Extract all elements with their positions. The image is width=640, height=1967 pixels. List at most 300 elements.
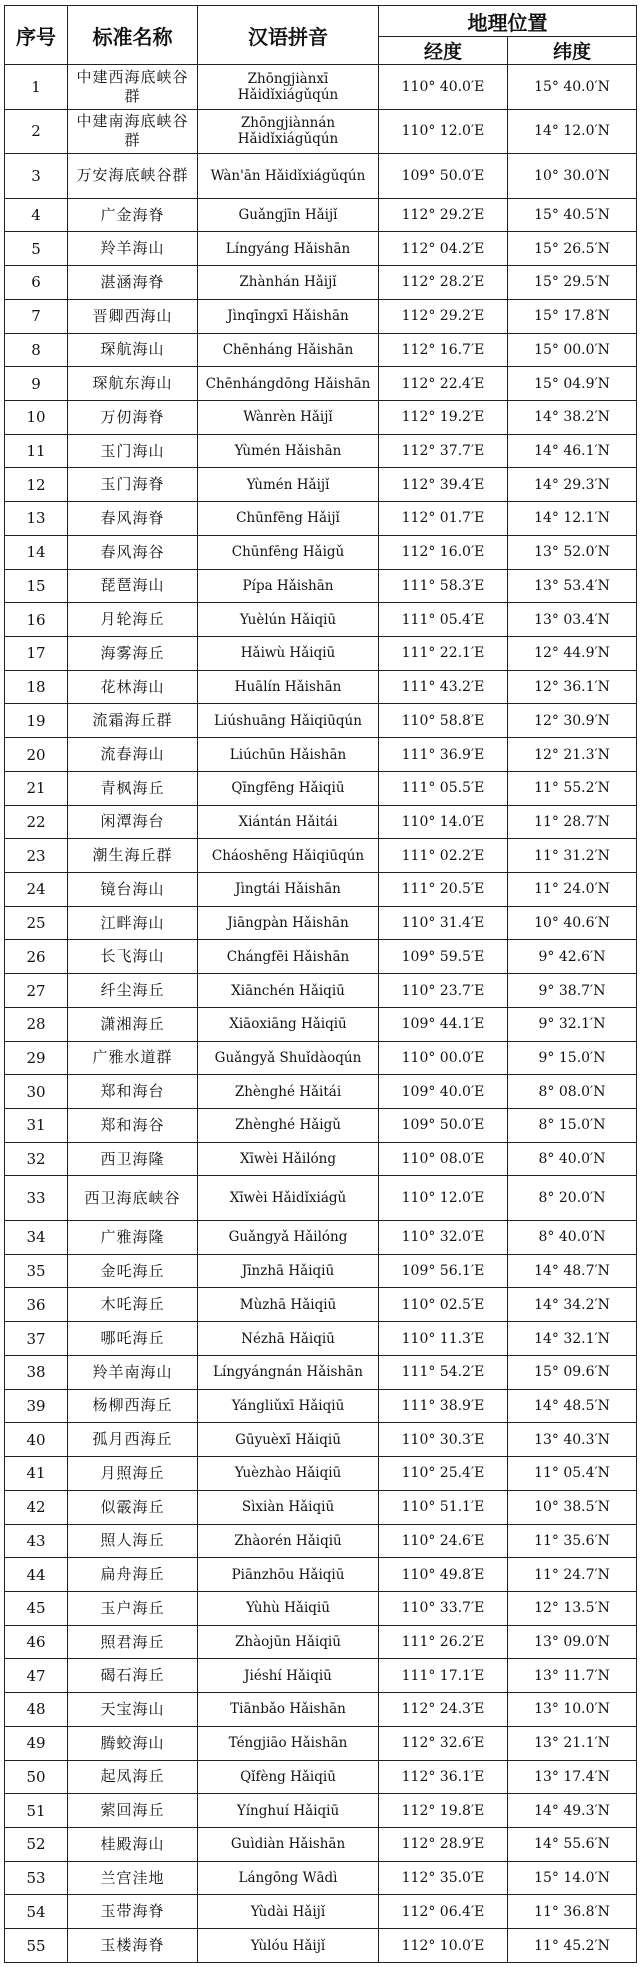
row-latitude: 13° 53.4′N	[508, 569, 637, 603]
row-index: 50	[5, 1760, 68, 1794]
header-longitude: 经度	[379, 37, 508, 65]
row-pinyin: Liúshuāng Hǎiqiūqún	[198, 704, 379, 738]
row-pinyin: Zhènghé Hǎitái	[198, 1075, 379, 1109]
row-longitude: 112° 04.2′E	[379, 232, 508, 266]
row-longitude: 109° 40.0′E	[379, 1075, 508, 1109]
row-standard-name: 羚羊海山	[68, 232, 198, 266]
row-pinyin: Língyáng Hǎishān	[198, 232, 379, 266]
row-longitude: 112° 24.3′E	[379, 1693, 508, 1727]
row-pinyin: Hǎiwù Hǎiqiū	[198, 636, 379, 670]
row-pinyin: Yuèlún Hǎiqiū	[198, 603, 379, 637]
row-latitude: 11° 31.2′N	[508, 839, 637, 873]
row-standard-name: 木吒海丘	[68, 1288, 198, 1322]
row-standard-name: 中建西海底峡谷群	[68, 65, 198, 110]
row-standard-name: 扁舟海丘	[68, 1558, 198, 1592]
row-index: 37	[5, 1322, 68, 1356]
row-standard-name: 镜台海山	[68, 873, 198, 907]
row-index: 16	[5, 603, 68, 637]
row-latitude: 13° 11.7′N	[508, 1659, 637, 1693]
row-latitude: 15° 40.5′N	[508, 198, 637, 232]
table-body	[5, 65, 637, 1963]
row-index: 35	[5, 1254, 68, 1288]
row-latitude: 8° 40.0′N	[508, 1221, 637, 1255]
row-pinyin: Cháoshēng Hǎiqiūqún	[198, 839, 379, 873]
table-row	[5, 1591, 637, 1625]
row-longitude: 110° 40.0′E	[379, 65, 508, 110]
table-row	[5, 400, 637, 434]
row-pinyin: Jìnqīngxī Hǎishān	[198, 299, 379, 333]
table-row	[5, 1075, 637, 1109]
row-standard-name: 月轮海丘	[68, 603, 198, 637]
table-row	[5, 1288, 637, 1322]
row-pinyin: Zhènghé Hǎigǔ	[198, 1109, 379, 1143]
row-latitude: 14° 48.7′N	[508, 1254, 637, 1288]
row-standard-name: 天宝海山	[68, 1693, 198, 1727]
row-standard-name: 萦回海丘	[68, 1794, 198, 1828]
row-latitude: 10° 40.6′N	[508, 906, 637, 940]
header-pinyin: 汉语拼音	[198, 6, 379, 65]
row-pinyin: Guǎngyǎ Shuǐdàoqún	[198, 1041, 379, 1075]
table-row	[5, 1221, 637, 1255]
row-latitude: 11° 24.7′N	[508, 1558, 637, 1592]
row-standard-name: 琛航海山	[68, 333, 198, 367]
row-standard-name: 海雾海丘	[68, 636, 198, 670]
row-latitude: 8° 20.0′N	[508, 1176, 637, 1221]
row-pinyin: Chángfēi Hǎishān	[198, 940, 379, 974]
row-longitude: 110° 11.3′E	[379, 1322, 508, 1356]
row-standard-name: 照君海丘	[68, 1625, 198, 1659]
row-longitude: 110° 12.0′E	[379, 109, 508, 154]
row-pinyin: Wànrèn Hǎijǐ	[198, 400, 379, 434]
table-row	[5, 738, 637, 772]
table-row	[5, 1142, 637, 1176]
row-pinyin: Lángōng Wādì	[198, 1861, 379, 1895]
row-pinyin: Pípa Hǎishān	[198, 569, 379, 603]
row-index: 2	[5, 109, 68, 154]
row-index: 6	[5, 266, 68, 300]
row-pinyin: Huālín Hǎishān	[198, 670, 379, 704]
header-geo-location: 地理位置	[379, 6, 637, 37]
row-index: 54	[5, 1895, 68, 1929]
table-row	[5, 1007, 637, 1041]
table-row	[5, 535, 637, 569]
row-standard-name: 春风海谷	[68, 535, 198, 569]
row-longitude: 111° 38.9′E	[379, 1389, 508, 1423]
table-row	[5, 1041, 637, 1075]
table-row	[5, 1895, 637, 1929]
row-index: 33	[5, 1176, 68, 1221]
row-pinyin: Chēnhángdōng Hǎishān	[198, 367, 379, 401]
row-longitude: 109° 50.0′E	[379, 154, 508, 199]
row-index: 52	[5, 1827, 68, 1861]
row-latitude: 12° 13.5′N	[508, 1591, 637, 1625]
table-row	[5, 873, 637, 907]
row-latitude: 13° 17.4′N	[508, 1760, 637, 1794]
row-latitude: 10° 38.5′N	[508, 1490, 637, 1524]
row-pinyin: Chūnfēng Hǎijǐ	[198, 502, 379, 536]
row-index: 48	[5, 1693, 68, 1727]
table-row	[5, 1254, 637, 1288]
row-pinyin: Sìxiàn Hǎiqiū	[198, 1490, 379, 1524]
row-longitude: 110° 31.4′E	[379, 906, 508, 940]
row-standard-name: 西卫海隆	[68, 1142, 198, 1176]
table-row	[5, 1794, 637, 1828]
row-index: 40	[5, 1423, 68, 1457]
row-longitude: 112° 19.2′E	[379, 400, 508, 434]
row-longitude: 111° 05.4′E	[379, 603, 508, 637]
row-latitude: 15° 09.6′N	[508, 1355, 637, 1389]
table-row	[5, 1524, 637, 1558]
row-index: 42	[5, 1490, 68, 1524]
row-latitude: 14° 49.3′N	[508, 1794, 637, 1828]
table-row	[5, 1558, 637, 1592]
row-longitude: 111° 17.1′E	[379, 1659, 508, 1693]
row-latitude: 13° 40.3′N	[508, 1423, 637, 1457]
table-row	[5, 109, 637, 154]
row-longitude: 110° 24.6′E	[379, 1524, 508, 1558]
row-standard-name: 广金海脊	[68, 198, 198, 232]
table-row	[5, 65, 637, 110]
row-standard-name: 碣石海丘	[68, 1659, 198, 1693]
row-pinyin: Zhàorén Hǎiqiū	[198, 1524, 379, 1558]
row-longitude: 112° 32.6′E	[379, 1726, 508, 1760]
row-longitude: 112° 16.0′E	[379, 535, 508, 569]
row-index: 15	[5, 569, 68, 603]
row-longitude: 110° 23.7′E	[379, 974, 508, 1008]
row-latitude: 13° 10.0′N	[508, 1693, 637, 1727]
row-longitude: 110° 02.5′E	[379, 1288, 508, 1322]
row-latitude: 14° 55.6′N	[508, 1827, 637, 1861]
row-index: 12	[5, 468, 68, 502]
row-standard-name: 西卫海底峡谷	[68, 1176, 198, 1221]
row-longitude: 112° 37.7′E	[379, 434, 508, 468]
row-pinyin: Mùzhā Hǎiqiū	[198, 1288, 379, 1322]
table-row	[5, 1176, 637, 1221]
row-latitude: 14° 48.5′N	[508, 1389, 637, 1423]
table-row	[5, 502, 637, 536]
row-standard-name: 万仞海脊	[68, 400, 198, 434]
row-pinyin: Qīngfēng Hǎiqiū	[198, 771, 379, 805]
row-index: 30	[5, 1075, 68, 1109]
row-pinyin: Xīwèi Hǎilóng	[198, 1142, 379, 1176]
row-longitude: 112° 01.7′E	[379, 502, 508, 536]
row-pinyin: Guìdiàn Hǎishān	[198, 1827, 379, 1861]
row-latitude: 15° 29.5′N	[508, 266, 637, 300]
row-standard-name: 晋卿西海山	[68, 299, 198, 333]
row-pinyin: Yùhù Hǎiqiū	[198, 1591, 379, 1625]
row-index: 47	[5, 1659, 68, 1693]
table-row	[5, 1109, 637, 1143]
row-standard-name: 广雅海隆	[68, 1221, 198, 1255]
table-row	[5, 1457, 637, 1491]
row-longitude: 109° 59.5′E	[379, 940, 508, 974]
row-index: 38	[5, 1355, 68, 1389]
row-index: 45	[5, 1591, 68, 1625]
row-pinyin: Xiántán Hǎitái	[198, 805, 379, 839]
row-latitude: 14° 32.1′N	[508, 1322, 637, 1356]
row-standard-name: 玉门海脊	[68, 468, 198, 502]
row-index: 9	[5, 367, 68, 401]
row-standard-name: 长飞海山	[68, 940, 198, 974]
row-index: 14	[5, 535, 68, 569]
table-row	[5, 1726, 637, 1760]
row-pinyin: Piānzhōu Hǎiqiū	[198, 1558, 379, 1592]
row-standard-name: 玉门海山	[68, 434, 198, 468]
table-row	[5, 333, 637, 367]
row-longitude: 111° 22.1′E	[379, 636, 508, 670]
row-index: 24	[5, 873, 68, 907]
table-row	[5, 266, 637, 300]
row-longitude: 112° 10.0′E	[379, 1929, 508, 1963]
row-index: 44	[5, 1558, 68, 1592]
row-pinyin: Qǐfèng Hǎiqiū	[198, 1760, 379, 1794]
row-latitude: 14° 12.0′N	[508, 109, 637, 154]
row-latitude: 11° 55.2′N	[508, 771, 637, 805]
row-longitude: 112° 28.2′E	[379, 266, 508, 300]
table-header	[5, 6, 637, 65]
table-row	[5, 1827, 637, 1861]
row-longitude: 111° 20.5′E	[379, 873, 508, 907]
row-index: 49	[5, 1726, 68, 1760]
row-longitude: 110° 30.3′E	[379, 1423, 508, 1457]
row-latitude: 11° 24.0′N	[508, 873, 637, 907]
row-standard-name: 湛涵海脊	[68, 266, 198, 300]
row-standard-name: 杨柳西海丘	[68, 1389, 198, 1423]
row-standard-name: 中建南海底峡谷群	[68, 109, 198, 154]
row-pinyin: Tiānbǎo Hǎishān	[198, 1693, 379, 1727]
row-index: 32	[5, 1142, 68, 1176]
table-row	[5, 1389, 637, 1423]
row-pinyin: Zhàojūn Hǎiqiū	[198, 1625, 379, 1659]
row-index: 41	[5, 1457, 68, 1491]
row-latitude: 8° 15.0′N	[508, 1109, 637, 1143]
row-pinyin: Guǎngyǎ Hǎilóng	[198, 1221, 379, 1255]
table-row	[5, 603, 637, 637]
row-latitude: 14° 34.2′N	[508, 1288, 637, 1322]
row-standard-name: 照人海丘	[68, 1524, 198, 1558]
row-pinyin: Yùmén Hǎijǐ	[198, 468, 379, 502]
row-latitude: 11° 28.7′N	[508, 805, 637, 839]
row-index: 13	[5, 502, 68, 536]
table-row	[5, 299, 637, 333]
row-longitude: 112° 16.7′E	[379, 333, 508, 367]
header-row-top	[5, 6, 637, 37]
row-pinyin: Téngjiāo Hǎishān	[198, 1726, 379, 1760]
row-pinyin: Jiāngpàn Hǎishān	[198, 906, 379, 940]
table-row	[5, 1423, 637, 1457]
row-longitude: 111° 58.3′E	[379, 569, 508, 603]
row-pinyin: Nézhā Hǎiqiū	[198, 1322, 379, 1356]
row-longitude: 109° 44.1′E	[379, 1007, 508, 1041]
row-longitude: 111° 36.9′E	[379, 738, 508, 772]
row-standard-name: 金吒海丘	[68, 1254, 198, 1288]
row-index: 34	[5, 1221, 68, 1255]
row-longitude: 111° 26.2′E	[379, 1625, 508, 1659]
row-latitude: 8° 40.0′N	[508, 1142, 637, 1176]
row-index: 53	[5, 1861, 68, 1895]
row-longitude: 110° 00.0′E	[379, 1041, 508, 1075]
table-row	[5, 569, 637, 603]
row-latitude: 11° 35.6′N	[508, 1524, 637, 1558]
row-pinyin: Yùdài Hǎijǐ	[198, 1895, 379, 1929]
row-index: 1	[5, 65, 68, 110]
row-longitude: 111° 02.2′E	[379, 839, 508, 873]
row-pinyin: Zhànhán Hǎijǐ	[198, 266, 379, 300]
row-longitude: 112° 19.8′E	[379, 1794, 508, 1828]
table-row	[5, 367, 637, 401]
table-row	[5, 1760, 637, 1794]
row-latitude: 13° 52.0′N	[508, 535, 637, 569]
row-standard-name: 流霜海丘群	[68, 704, 198, 738]
row-longitude: 109° 50.0′E	[379, 1109, 508, 1143]
row-standard-name: 兰宫洼地	[68, 1861, 198, 1895]
row-standard-name: 桂殿海山	[68, 1827, 198, 1861]
row-standard-name: 潇湘海丘	[68, 1007, 198, 1041]
row-standard-name: 起凤海丘	[68, 1760, 198, 1794]
table-row	[5, 468, 637, 502]
table-row	[5, 154, 637, 199]
row-longitude: 110° 14.0′E	[379, 805, 508, 839]
table-row	[5, 636, 637, 670]
row-standard-name: 广雅水道群	[68, 1041, 198, 1075]
row-latitude: 13° 21.1′N	[508, 1726, 637, 1760]
row-pinyin: Gūyuèxī Hǎiqiū	[198, 1423, 379, 1457]
row-pinyin: Wàn'ān Hǎidǐxiágǔqún	[198, 154, 379, 199]
row-standard-name: 郑和海台	[68, 1075, 198, 1109]
row-standard-name: 羚羊南海山	[68, 1355, 198, 1389]
row-standard-name: 潮生海丘群	[68, 839, 198, 873]
row-latitude: 8° 08.0′N	[508, 1075, 637, 1109]
row-standard-name: 月照海丘	[68, 1457, 198, 1491]
row-index: 17	[5, 636, 68, 670]
header-standard-name: 标准名称	[68, 6, 198, 65]
row-latitude: 11° 45.2′N	[508, 1929, 637, 1963]
row-latitude: 13° 03.4′N	[508, 603, 637, 637]
row-longitude: 111° 54.2′E	[379, 1355, 508, 1389]
row-latitude: 12° 30.9′N	[508, 704, 637, 738]
row-longitude: 112° 39.4′E	[379, 468, 508, 502]
row-standard-name: 万安海底峡谷群	[68, 154, 198, 199]
row-pinyin: Chūnfēng Hǎigǔ	[198, 535, 379, 569]
row-longitude: 110° 33.7′E	[379, 1591, 508, 1625]
header-index: 序号	[5, 6, 68, 65]
row-longitude: 110° 51.1′E	[379, 1490, 508, 1524]
table-row	[5, 1625, 637, 1659]
row-index: 21	[5, 771, 68, 805]
row-longitude: 112° 35.0′E	[379, 1861, 508, 1895]
row-longitude: 110° 49.8′E	[379, 1558, 508, 1592]
row-pinyin: Yuèzhào Hǎiqiū	[198, 1457, 379, 1491]
row-pinyin: Yínghuí Hǎiqiū	[198, 1794, 379, 1828]
table-row	[5, 704, 637, 738]
row-latitude: 9° 32.1′N	[508, 1007, 637, 1041]
row-latitude: 9° 42.6′N	[508, 940, 637, 974]
row-latitude: 14° 38.2′N	[508, 400, 637, 434]
row-standard-name: 哪吒海丘	[68, 1322, 198, 1356]
table-row	[5, 434, 637, 468]
row-latitude: 12° 36.1′N	[508, 670, 637, 704]
row-standard-name: 玉户海丘	[68, 1591, 198, 1625]
row-standard-name: 流春海山	[68, 738, 198, 772]
row-latitude: 15° 26.5′N	[508, 232, 637, 266]
row-latitude: 14° 46.1′N	[508, 434, 637, 468]
table-row	[5, 1693, 637, 1727]
row-index: 25	[5, 906, 68, 940]
row-pinyin: Zhōngjiànxī Hǎidǐxiágǔqún	[198, 65, 379, 110]
row-index: 31	[5, 1109, 68, 1143]
table-row	[5, 670, 637, 704]
row-standard-name: 花林海山	[68, 670, 198, 704]
table-row	[5, 1659, 637, 1693]
row-index: 26	[5, 940, 68, 974]
row-index: 8	[5, 333, 68, 367]
row-pinyin: Yùlóu Hǎijǐ	[198, 1929, 379, 1963]
row-latitude: 14° 12.1′N	[508, 502, 637, 536]
table-row	[5, 906, 637, 940]
row-standard-name: 琛航东海山	[68, 367, 198, 401]
row-index: 55	[5, 1929, 68, 1963]
row-standard-name: 玉楼海脊	[68, 1929, 198, 1963]
row-pinyin: Yángliǔxī Hǎiqiū	[198, 1389, 379, 1423]
row-latitude: 15° 14.0′N	[508, 1861, 637, 1895]
row-index: 51	[5, 1794, 68, 1828]
row-index: 4	[5, 198, 68, 232]
row-pinyin: Zhōngjiànnán Hǎidǐxiágǔqún	[198, 109, 379, 154]
row-standard-name: 郑和海谷	[68, 1109, 198, 1143]
row-longitude: 109° 56.1′E	[379, 1254, 508, 1288]
row-index: 27	[5, 974, 68, 1008]
table-row	[5, 1861, 637, 1895]
row-latitude: 12° 44.9′N	[508, 636, 637, 670]
row-index: 5	[5, 232, 68, 266]
row-standard-name: 闲潭海台	[68, 805, 198, 839]
row-standard-name: 纤尘海丘	[68, 974, 198, 1008]
table-row	[5, 771, 637, 805]
row-longitude: 112° 22.4′E	[379, 367, 508, 401]
row-pinyin: Chēnháng Hǎishān	[198, 333, 379, 367]
row-index: 18	[5, 670, 68, 704]
table-row	[5, 198, 637, 232]
row-pinyin: Jiéshí Hǎiqiū	[198, 1659, 379, 1693]
row-pinyin: Xiānchén Hǎiqiū	[198, 974, 379, 1008]
row-longitude: 112° 36.1′E	[379, 1760, 508, 1794]
row-index: 43	[5, 1524, 68, 1558]
row-longitude: 110° 25.4′E	[379, 1457, 508, 1491]
row-latitude: 13° 09.0′N	[508, 1625, 637, 1659]
row-longitude: 110° 12.0′E	[379, 1176, 508, 1221]
row-longitude: 112° 06.4′E	[379, 1895, 508, 1929]
row-latitude: 10° 30.0′N	[508, 154, 637, 199]
row-pinyin: Jìngtái Hǎishān	[198, 873, 379, 907]
row-index: 23	[5, 839, 68, 873]
row-latitude: 15° 04.9′N	[508, 367, 637, 401]
row-latitude: 11° 05.4′N	[508, 1457, 637, 1491]
row-longitude: 110° 32.0′E	[379, 1221, 508, 1255]
row-index: 11	[5, 434, 68, 468]
row-index: 46	[5, 1625, 68, 1659]
row-index: 29	[5, 1041, 68, 1075]
row-longitude: 110° 08.0′E	[379, 1142, 508, 1176]
row-pinyin: Guǎngjīn Hǎijǐ	[198, 198, 379, 232]
row-standard-name: 孤月西海丘	[68, 1423, 198, 1457]
row-pinyin: Yùmén Hǎishān	[198, 434, 379, 468]
row-standard-name: 腾蛟海山	[68, 1726, 198, 1760]
row-pinyin: Língyángnán Hǎishān	[198, 1355, 379, 1389]
row-standard-name: 似霰海丘	[68, 1490, 198, 1524]
row-index: 3	[5, 154, 68, 199]
row-standard-name: 江畔海山	[68, 906, 198, 940]
table-row	[5, 839, 637, 873]
